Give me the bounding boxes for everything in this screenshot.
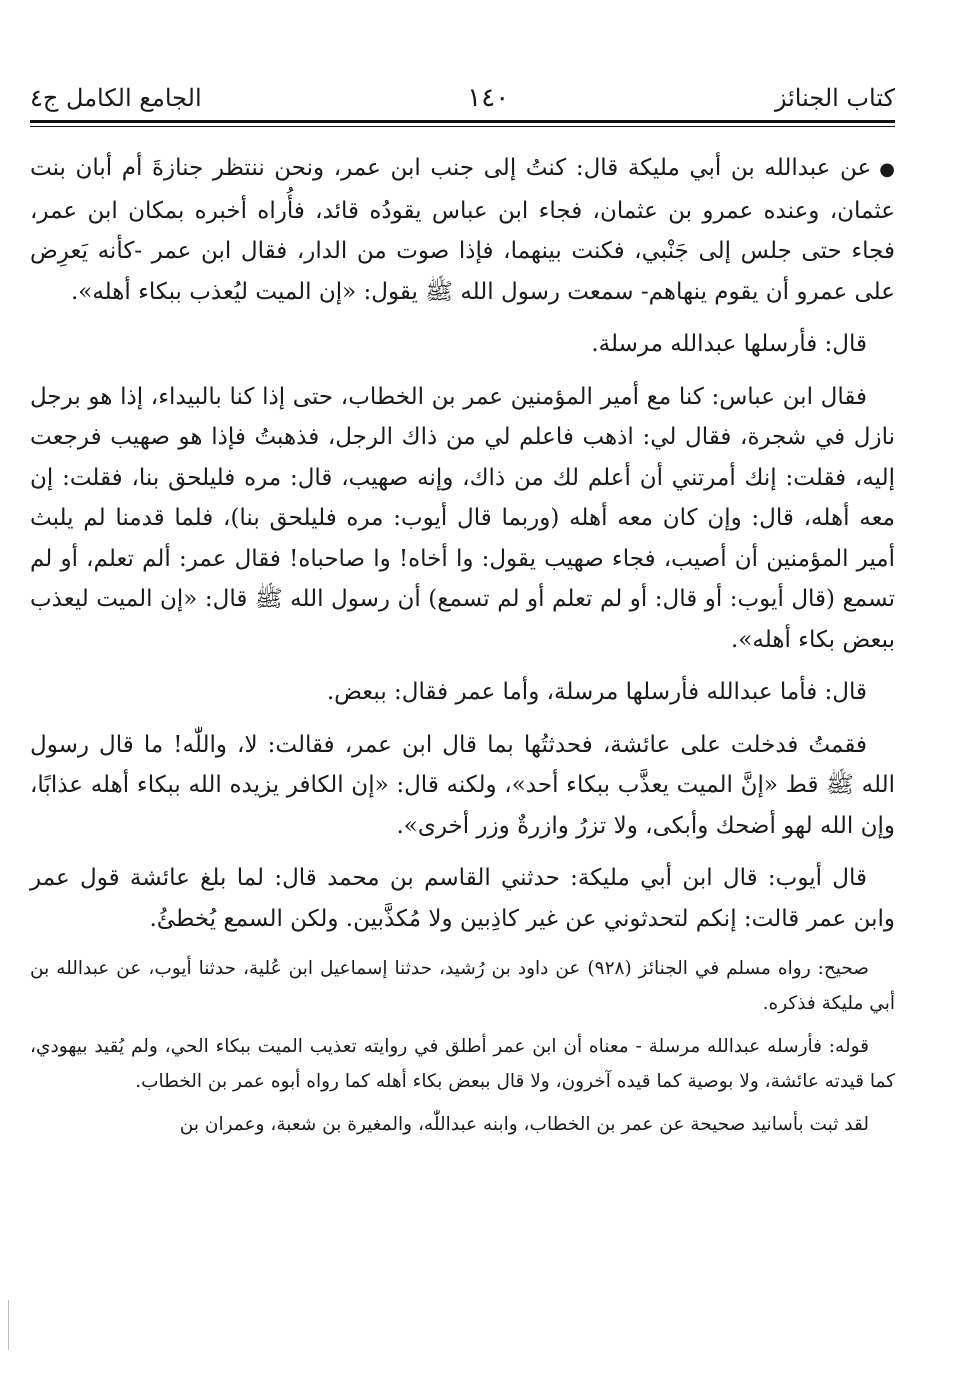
chapter-title: كتاب الجنائز — [774, 84, 895, 112]
header-rule-thin — [30, 126, 895, 127]
paragraph-hadith — [30, 148, 895, 312]
footnote-takhrij: صحيح: رواه مسلم في الجنائز (٩٢٨) عن داود بن رُشيد، حدثنا إسماعيل ابن عُلية، حدثنا أيوب، عن عبدالله بن أبي مليكة فذكره. — [30, 958, 895, 1014]
paragraph-text: عن عبدالله بن أبي مليكة قال: كنتُ إلى جنب ابن عمر، ونحن ننتظر جنازةَ أم أبان بنت عثمان، وعنده عمرو بن عثمان، فجاء ابن عباس يقودُه قائد، فأُراه أخبره بمكان ابن عمر، فجاء حتى جلس إلى جَنْبي، فكنت بينهما، فإذا صوت من الدار، فقال ابن عمر -كأنه يَعرِض على عمرو أن يقوم ينهاهم- سمعت رسول الله ﷺ يقول: «إن الميت ليُعذب ببكاء أهله». — [30, 155, 895, 305]
page-number: ١٤٠ — [467, 83, 510, 113]
bullet-icon: ● — [879, 159, 895, 180]
paragraph: قال: فأرسلها عبدالله مرسلة. — [591, 331, 867, 357]
paragraph: قال: فأما عبدالله فأرسلها مرسلة، وأما عمر فقال: ببعض. — [326, 679, 867, 705]
paragraph: قال أيوب: قال ابن أبي مليكة: حدثني القاسم بن محمد قال: لما بلغ عائشة قول عمر وابن عمر قالت: إنكم لتحدثوني عن غير كاذِبين ولا مُكذَّبين. ولكن السمع يُخطئُ. — [30, 865, 895, 932]
paragraph: فقمتُ فدخلت على عائشة، فحدثتُها بما قال ابن عمر، فقالت: لا، واللّٰه! ما قال رسول الله ﷺ قط «إنَّ الميت يعذَّب ببكاء أحد»، ولكنه قال: «إن الكافر يزيده الله ببكاء أهله عذابًا، وإن الله لهو أضحك وأبكى، ولا تزرُ وازرةٌ وزر أخرى». — [30, 731, 895, 839]
scan-margin-mark — [8, 1300, 9, 1350]
page-header — [30, 78, 895, 118]
page-body — [30, 148, 895, 1150]
book-title: الجامع الكامل ج٤ — [30, 84, 202, 112]
paragraph: فقال ابن عباس: كنا مع أمير المؤمنين عمر بن الخطاب، حتى إذا كنا بالبيداء، إذا هو برجل نازل في شجرة، فقال لي: اذهب فاعلم لي من ذاك الرجل، فذهبتُ فإذا هو صهيب فرجعت إليه، فقلت: إنك أمرتني أن أعلم لك من ذاك، وإنه صهيب، قال: مره فليلحق بنا، فقلت: إن معه أهله، قال: وإن كان معه أهله (وربما قال أيوب: مره فليلحق بنا)، فلما قدمنا لم يلبث أمير المؤمنين أن أصيب، فجاء صهيب يقول: وا أخاه! وا صاحباه! فقال عمر: ألم تعلم، أو لم تسمع (قال أيوب: أو قال: أو لم تعلم أو لم تسمع) أن رسول الله ﷺ قال: «إن الميت ليعذب ببعض بكاء أهله». — [30, 383, 895, 653]
footnote-commentary: قوله: فأرسله عبدالله مرسلة - معناه أن ابن عمر أطلق في روايته تعذيب الميت ببكاء الحي، ولم يُقيد بيهودي، كما قيدته عائشة، ولا بوصية كما قيده آخرون، ولا قال ببعض بكاء أهله كما رواه أبوه عمر بن الخطاب. — [30, 1036, 895, 1092]
header-rule-thick — [30, 120, 895, 123]
footnote-continuation: لقد ثبت بأسانيد صحيحة عن عمر بن الخطاب، وابنه عبداللّٰه، والمغيرة بن شعبة، وعمران بن — [179, 1114, 869, 1135]
